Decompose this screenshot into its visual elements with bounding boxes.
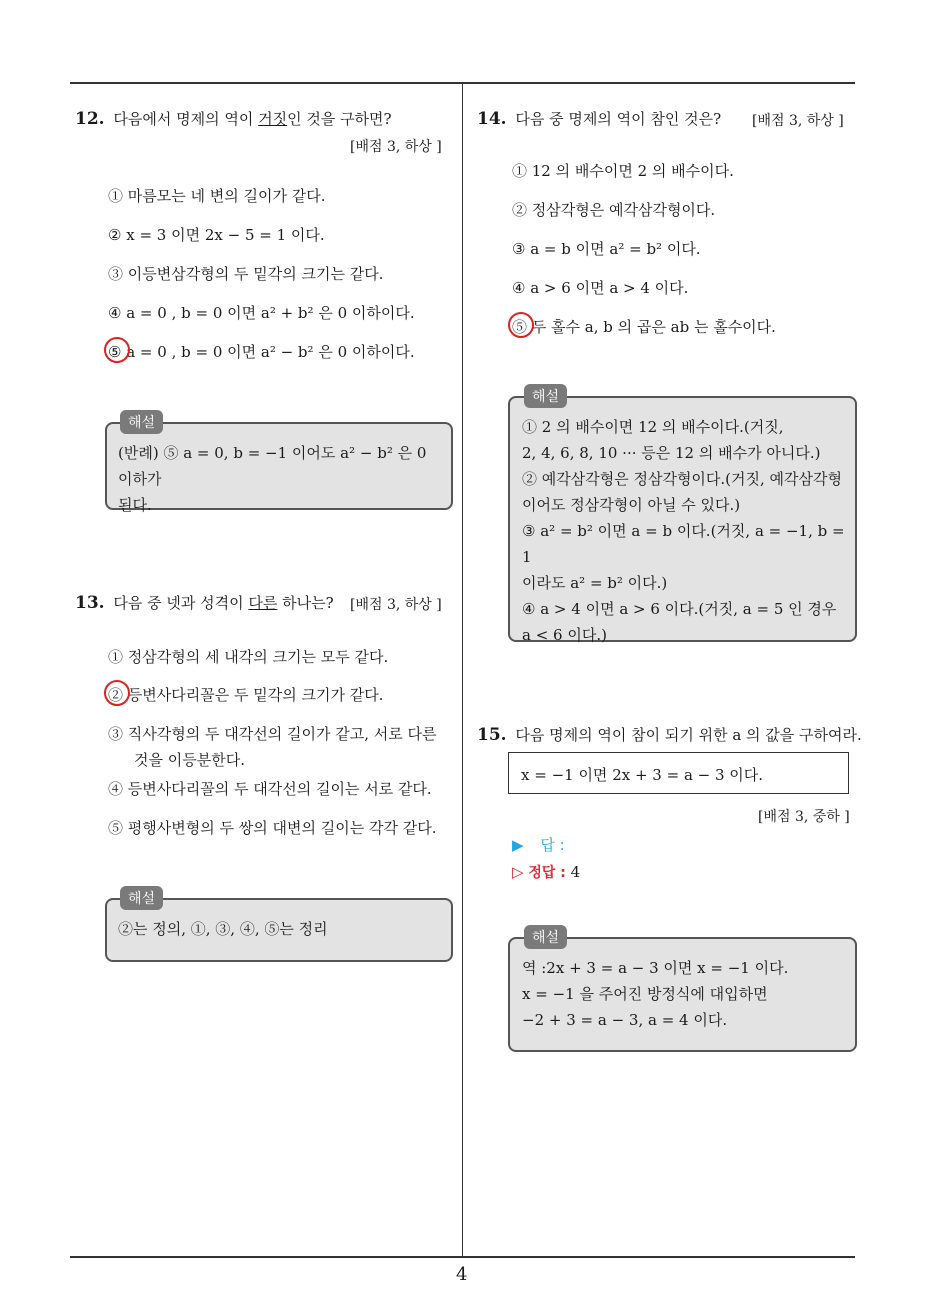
q15-explain-line-1: 역 :2x + 3 = a − 3 이면 x = −1 이다.: [522, 959, 789, 977]
q15-correct-row: [512, 862, 580, 882]
q14-explain-line-8: a < 6 이다.): [522, 626, 607, 644]
q15-correct-label: 정답 :: [528, 865, 566, 881]
q12-option-3[interactable]: ③ 이등변삼각형의 두 밑각의 크기는 같다.: [108, 265, 384, 283]
q12-answer-circle: [104, 337, 130, 363]
q13-option-5[interactable]: ⑤ 평행사변형의 두 쌍의 대변의 길이는 각각 같다.: [108, 819, 437, 837]
q14-explain-tag: 해설: [524, 384, 567, 408]
q15-explain-text: [522, 955, 852, 1033]
q12-explain-text: [118, 440, 443, 518]
q15-stem-text: 다음 명제의 역이 참이 되기 위한 a 의 값을 구하여라.: [515, 726, 862, 744]
q15-explain-line-3: −2 + 3 = a − 3, a = 4 이다.: [522, 1011, 728, 1029]
q14-stem-text: 다음 중 명제의 역이 참인 것은?: [515, 110, 722, 128]
q13-explain-line-1: ②는 정의, ①, ③, ④, ⑤는 정리: [118, 920, 328, 938]
q12-stem-pre: 다음에서 명제의 역이: [113, 110, 259, 128]
q14-explain-line-5: ③ a² = b² 이면 a = b 이다.(거짓, a = −1, b = 1: [522, 522, 845, 566]
q14-explain-line-2: 2, 4, 6, 8, 10 ··· 등은 12 의 배수가 아니다.): [522, 444, 821, 462]
q13-explain-text: [118, 916, 443, 942]
q12-stem-underlined: 거짓: [258, 110, 288, 128]
q14-explain-line-7: ④ a > 4 이면 a > 6 이다.(거짓, a = 5 인 경우: [522, 600, 837, 618]
q13-stem-pre: 다음 중 넷과 성격이: [113, 594, 249, 612]
q14-number: 14.: [477, 109, 507, 129]
q14-option-4[interactable]: ④ a > 6 이면 a > 4 이다.: [512, 279, 689, 297]
q12-stem-post: 인 것을 구하면?: [287, 110, 392, 128]
q14-explain-line-6: 이라도 a² = b² 이다.): [522, 574, 668, 592]
q15-given-text: x = −1 이면 2x + 3 = a − 3 이다.: [521, 766, 764, 784]
q12-option-5[interactable]: ⑤ a = 0 , b = 0 이면 a² − b² 은 0 이하이다.: [108, 343, 415, 361]
q15-explain-line-2: x = −1 을 주어진 방정식에 대입하면: [522, 985, 768, 1003]
q15-stem: [477, 724, 862, 745]
q13-answer-circle: [104, 680, 130, 706]
q13-option-1[interactable]: ① 정삼각형의 세 내각의 크기는 모두 같다.: [108, 648, 389, 666]
q14-option-5[interactable]: ⑤ 두 홀수 a, b 의 곱은 ab 는 홀수이다.: [512, 318, 776, 336]
q13-stem-underlined: 다른: [248, 594, 278, 612]
q14-explain-text: [522, 414, 852, 648]
q15-answer-row[interactable]: [512, 834, 565, 855]
q15-correct-value: 4: [570, 863, 581, 881]
answer-arrow-icon: ▶: [512, 836, 524, 854]
q12-explain-tag: 해설: [120, 410, 163, 434]
q12-option-4[interactable]: ④ a = 0 , b = 0 이면 a² + b² 은 0 이하이다.: [108, 304, 415, 322]
q15-score: [배점 3, 중하 ]: [758, 809, 850, 825]
q13-score: [배점 3, 하상 ]: [350, 597, 442, 613]
q12-explain-line-1: (반례) ⑤ a = 0, b = −1 이어도 a² − b² 은 0 이하가: [118, 444, 427, 488]
column-divider: [462, 84, 463, 1258]
q15-answer-label: 답 :: [540, 836, 565, 854]
q14-stem: [477, 108, 721, 129]
q13-stem-post: 하나는?: [277, 594, 334, 612]
q14-option-2[interactable]: ② 정삼각형은 예각삼각형이다.: [512, 201, 716, 219]
q15-number: 15.: [477, 725, 507, 745]
q14-answer-circle: [508, 312, 534, 338]
correct-arrow-icon: ▷: [512, 863, 524, 881]
q14-option-1[interactable]: ① 12 의 배수이면 2 의 배수이다.: [512, 162, 734, 180]
bottom-rule: [70, 1256, 855, 1258]
q13-explain-tag: 해설: [120, 886, 163, 910]
q12-stem: [75, 108, 392, 129]
q13-option-2[interactable]: ② 등변사다리꼴은 두 밑각의 크기가 같다.: [108, 686, 384, 704]
q13-option-4[interactable]: ④ 등변사다리꼴의 두 대각선의 길이는 서로 같다.: [108, 780, 432, 798]
q13-stem: [75, 592, 334, 613]
q12-number: 12.: [75, 109, 105, 129]
q12-explain-line-2: 된다.: [118, 496, 152, 514]
q14-score: [배점 3, 하상 ]: [752, 113, 844, 129]
q13-option-3[interactable]: ③ 직사각형의 두 대각선의 길이가 같고, 서로 다른: [108, 725, 437, 743]
q14-option-3[interactable]: ③ a = b 이면 a² = b² 이다.: [512, 240, 701, 258]
q13-number: 13.: [75, 593, 105, 613]
q13-option-3-cont: 것을 이등분한다.: [134, 751, 245, 769]
q12-option-1[interactable]: ① 마름모는 네 변의 길이가 같다.: [108, 187, 326, 205]
q14-explain-line-3: ② 예각삼각형은 정삼각형이다.(거짓, 예각삼각형: [522, 470, 843, 488]
page-number: 4: [456, 1264, 468, 1285]
q14-explain-line-4: 이어도 정삼각형이 아닐 수 있다.): [522, 496, 741, 514]
q14-explain-line-1: ① 2 의 배수이면 12 의 배수이다.(거짓,: [522, 418, 784, 436]
q12-score: [배점 3, 하상 ]: [350, 139, 442, 155]
q15-explain-tag: 해설: [524, 925, 567, 949]
q12-option-2[interactable]: ② x = 3 이면 2x − 5 = 1 이다.: [108, 226, 325, 244]
